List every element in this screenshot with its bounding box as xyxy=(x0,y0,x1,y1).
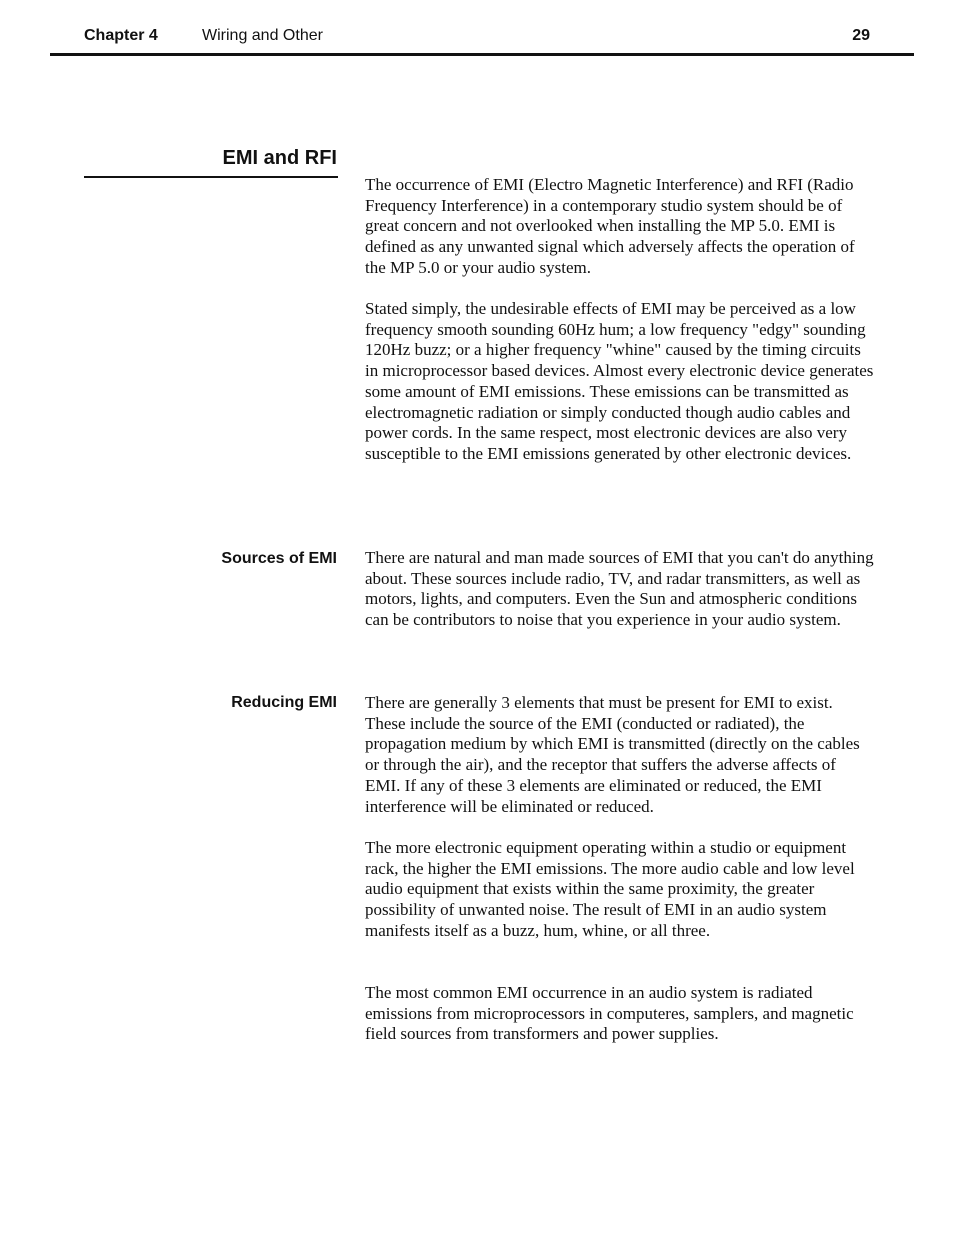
paragraph-reducing-emi-equipment: The more electronic equipment operating within a studio or equipment rack, the higher the EMI emissions. The more audio cable and low level audio equipment that exists within the same proximity, the greater possibility of unwanted noise. The result of EMI in an audio system manifests itself as a buzz, hum, whine, or all three. xyxy=(365,838,855,940)
chapter-title: Wiring and Other xyxy=(202,27,323,44)
paragraph-reducing-emi-common: The most common EMI occurrence in an audio system is radiated emissions from microprocessors in computeres, samplers, and magnetic field sources from transformers and power supplies. xyxy=(365,983,854,1044)
side-heading-reducing-emi: Reducing EMI xyxy=(231,694,337,711)
paragraph-emi-effects: Stated simply, the undesirable effects of EMI may be perceived as a low frequency smooth sounding 60Hz hum; a low frequency "edgy" sounding 120Hz buzz; or a higher frequency "whine" caused by the timing circuits in microprocessor based devices. Almost every electronic device generates some amount of EMI emissions. These emissions can be transmitted as electromagnetic radiation or simply conducted though audio cables and power cords. In the same respect, most electronic devices are also very susceptible to the EMI emissions generated by other electronic devices. xyxy=(365,299,874,463)
paragraph-reducing-emi-elements: There are generally 3 elements that must be present for EMI to exist. These include the source of the EMI (conducted or radiated), the propagation medium by which EMI is transmitted (directly on the cables or through the air), and the receptor that suffers the adverse affects of EMI. If any of these 3 elements are eliminated or reduced, the EMI interference will be eliminated or reduced. xyxy=(365,693,860,816)
section-heading-emi-and-rfi xyxy=(84,146,338,178)
paragraph-sources-of-emi: There are natural and man made sources of EMI that you can't do anything about. These sources include radio, TV, and radar transmitters, as well as motors, lights, and computers. Even the Sun and atmospheric conditions can be contributors to noise that you experience in your audio system. xyxy=(365,548,874,630)
chapter-label: Chapter 4 xyxy=(84,27,158,44)
page-number: 29 xyxy=(852,27,870,44)
paragraph-emi-intro: The occurrence of EMI (Electro Magnetic Interference) and RFI (Radio Frequency Interference) in a contemporary studio system should be of great concern and not overlooked when installing the MP 5.0. EMI is defined as any unwanted signal which adversely affects the operation of the MP 5.0 or your audio system. xyxy=(365,175,855,277)
side-heading-sources-of-emi: Sources of EMI xyxy=(221,550,337,567)
section-title: EMI and RFI xyxy=(222,147,337,169)
page-header xyxy=(50,0,914,56)
